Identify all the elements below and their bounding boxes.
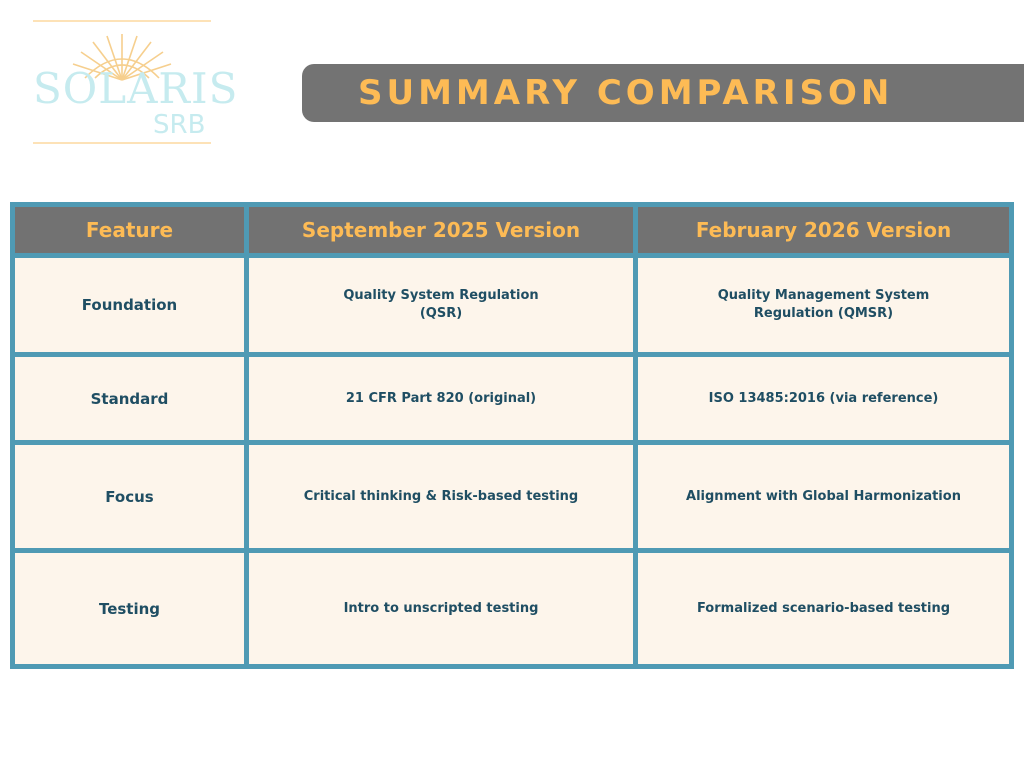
solaris-logo: [33, 20, 239, 144]
cell-text: Formalized scenario-based testing: [696, 600, 951, 616]
header-february-2026: February 2026 Version: [638, 207, 1009, 253]
comparison-table: [10, 202, 1014, 669]
cell-text: Intro to unscripted testing: [343, 600, 539, 616]
cell-text: 21 CFR Part 820 (original): [345, 390, 537, 406]
table-cell: [638, 445, 1009, 548]
table-row-label: Foundation: [15, 258, 244, 352]
table-row-label: Focus: [15, 445, 244, 548]
header-feature: Feature: [15, 207, 244, 253]
table-cell: [249, 445, 633, 548]
cell-text: Alignment with Global Harmonization: [686, 488, 961, 504]
cell-text: Quality Management System Regulation (QMSR): [717, 288, 930, 321]
cell-text: ISO 13485:2016 (via reference): [708, 390, 939, 406]
table-cell: [638, 553, 1009, 664]
page-title: SUMMARY COMPARISON: [358, 73, 894, 113]
title-banner: [302, 64, 1024, 122]
table-cell: [638, 357, 1009, 440]
logo-bottom-rule: [33, 142, 211, 144]
logo-brand: SOLARIS: [33, 64, 239, 113]
table-cell: [249, 258, 633, 352]
table-row-label: Testing: [15, 553, 244, 664]
table-cell: [638, 258, 1009, 352]
header-september-2025: September 2025 Version: [249, 207, 633, 253]
cell-text: Critical thinking & Risk-based testing: [303, 488, 579, 504]
cell-text: Quality System Regulation (QSR): [343, 288, 539, 321]
table-row-label: Standard: [15, 357, 244, 440]
table-cell: [249, 553, 633, 664]
table-cell: [249, 357, 633, 440]
logo-sub: SRB: [153, 110, 206, 140]
